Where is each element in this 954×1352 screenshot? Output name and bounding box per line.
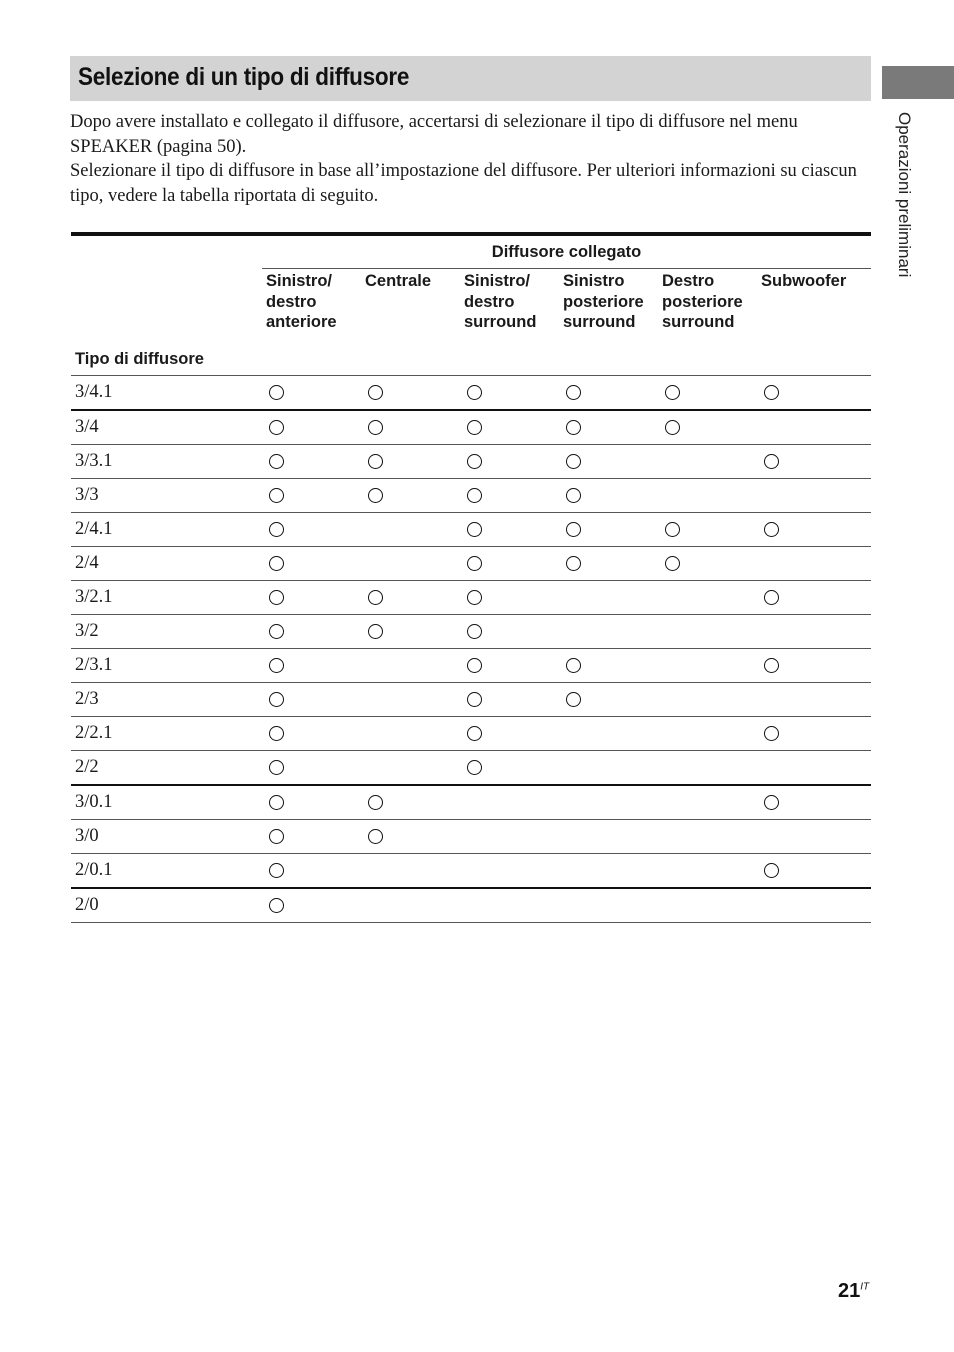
speaker-type-cell: 3/0 bbox=[71, 820, 262, 854]
mark-cell bbox=[460, 717, 559, 751]
mark-cell bbox=[361, 445, 460, 479]
mark-cell bbox=[262, 717, 361, 751]
circle-mark-icon bbox=[566, 692, 581, 707]
mark-cell bbox=[460, 888, 559, 923]
circle-mark-icon bbox=[467, 658, 482, 673]
group-header-diffusore: Diffusore collegato bbox=[262, 234, 871, 269]
circle-mark-icon bbox=[269, 863, 284, 878]
mark-cell bbox=[757, 785, 871, 820]
mark-cell bbox=[559, 581, 658, 615]
circle-mark-icon bbox=[467, 454, 482, 469]
circle-mark-icon bbox=[368, 590, 383, 605]
page-number bbox=[838, 1280, 869, 1303]
speaker-type-cell: 3/2 bbox=[71, 615, 262, 649]
speaker-type-cell: 3/0.1 bbox=[71, 785, 262, 820]
circle-mark-icon bbox=[467, 726, 482, 741]
mark-cell bbox=[757, 547, 871, 581]
circle-mark-icon bbox=[269, 488, 284, 503]
mark-cell bbox=[757, 479, 871, 513]
speaker-type-cell: 3/3.1 bbox=[71, 445, 262, 479]
circle-mark-icon bbox=[764, 385, 779, 400]
table-row bbox=[71, 410, 871, 445]
mark-cell bbox=[658, 445, 757, 479]
mark-cell bbox=[658, 888, 757, 923]
circle-mark-icon bbox=[269, 795, 284, 810]
mark-cell bbox=[262, 785, 361, 820]
circle-mark-icon bbox=[467, 624, 482, 639]
mark-cell bbox=[262, 820, 361, 854]
mark-cell bbox=[361, 479, 460, 513]
mark-cell bbox=[460, 445, 559, 479]
mark-cell bbox=[658, 479, 757, 513]
intro-text bbox=[70, 110, 871, 208]
mark-cell bbox=[361, 820, 460, 854]
mark-cell bbox=[262, 854, 361, 889]
mark-cell bbox=[262, 547, 361, 581]
table-row bbox=[71, 888, 871, 923]
circle-mark-icon bbox=[368, 385, 383, 400]
section-heading-bar bbox=[70, 56, 871, 101]
mark-cell bbox=[460, 820, 559, 854]
mark-cell bbox=[559, 888, 658, 923]
speaker-type-cell: 3/4.1 bbox=[71, 376, 262, 411]
table-row bbox=[71, 376, 871, 411]
mark-cell bbox=[658, 410, 757, 445]
mark-cell bbox=[361, 615, 460, 649]
mark-cell bbox=[460, 513, 559, 547]
mark-cell bbox=[658, 854, 757, 889]
mark-cell bbox=[658, 615, 757, 649]
circle-mark-icon bbox=[269, 658, 284, 673]
mark-cell bbox=[757, 683, 871, 717]
speaker-type-table bbox=[71, 232, 871, 923]
mark-cell bbox=[460, 376, 559, 411]
mark-cell bbox=[262, 649, 361, 683]
circle-mark-icon bbox=[566, 420, 581, 435]
mark-cell bbox=[460, 854, 559, 889]
mark-cell bbox=[460, 683, 559, 717]
circle-mark-icon bbox=[566, 556, 581, 571]
circle-mark-icon bbox=[467, 556, 482, 571]
mark-cell bbox=[262, 479, 361, 513]
table-row bbox=[71, 820, 871, 854]
table-row bbox=[71, 649, 871, 683]
mark-cell bbox=[361, 547, 460, 581]
circle-mark-icon bbox=[269, 385, 284, 400]
mark-cell bbox=[757, 888, 871, 923]
table-row bbox=[71, 513, 871, 547]
mark-cell bbox=[757, 751, 871, 786]
circle-mark-icon bbox=[764, 522, 779, 537]
circle-mark-icon bbox=[467, 760, 482, 775]
mark-cell bbox=[361, 513, 460, 547]
circle-mark-icon bbox=[269, 420, 284, 435]
mark-cell bbox=[757, 513, 871, 547]
circle-mark-icon bbox=[269, 829, 284, 844]
mark-cell bbox=[559, 410, 658, 445]
circle-mark-icon bbox=[269, 590, 284, 605]
mark-cell bbox=[757, 820, 871, 854]
mark-cell bbox=[559, 717, 658, 751]
mark-cell bbox=[460, 410, 559, 445]
circle-mark-icon bbox=[269, 624, 284, 639]
mark-cell bbox=[757, 615, 871, 649]
mark-cell bbox=[460, 547, 559, 581]
mark-cell bbox=[559, 751, 658, 786]
mark-cell bbox=[559, 547, 658, 581]
mark-cell bbox=[757, 581, 871, 615]
mark-cell bbox=[559, 615, 658, 649]
mark-cell bbox=[559, 683, 658, 717]
speaker-type-cell: 3/4 bbox=[71, 410, 262, 445]
circle-mark-icon bbox=[368, 624, 383, 639]
circle-mark-icon bbox=[665, 522, 680, 537]
mark-cell bbox=[559, 445, 658, 479]
page-language-suffix: IT bbox=[860, 1281, 870, 1293]
mark-cell bbox=[262, 615, 361, 649]
circle-mark-icon bbox=[566, 385, 581, 400]
mark-cell bbox=[262, 513, 361, 547]
col-header-center: Centrale bbox=[365, 272, 432, 290]
col-header-surround: Sinistro/ destro surround bbox=[464, 272, 537, 331]
mark-cell bbox=[361, 683, 460, 717]
circle-mark-icon bbox=[764, 590, 779, 605]
intro-paragraph-2: Selezionare il tipo di diffusore in base all’impostazione del diffusore. Per ulteriori informazioni su ciascun tipo, vedere la tabella riportata di seguito. bbox=[70, 161, 857, 206]
mark-cell bbox=[757, 854, 871, 889]
table-row bbox=[71, 854, 871, 889]
circle-mark-icon bbox=[269, 454, 284, 469]
intro-paragraph-1: Dopo avere installato e collegato il diffusore, accertarsi di selezionare il tipo di diffusore nel menu SPEAKER (pagina 50). bbox=[70, 112, 798, 157]
mark-cell bbox=[757, 649, 871, 683]
mark-cell bbox=[361, 410, 460, 445]
chapter-side-label: Operazioni preliminari bbox=[895, 112, 914, 278]
table-row bbox=[71, 547, 871, 581]
mark-cell bbox=[658, 751, 757, 786]
mark-cell bbox=[460, 479, 559, 513]
mark-cell bbox=[262, 376, 361, 411]
mark-cell bbox=[757, 717, 871, 751]
table-row bbox=[71, 717, 871, 751]
mark-cell bbox=[757, 445, 871, 479]
mark-cell bbox=[460, 615, 559, 649]
mark-cell bbox=[658, 649, 757, 683]
mark-cell bbox=[757, 410, 871, 445]
table-row bbox=[71, 445, 871, 479]
circle-mark-icon bbox=[269, 556, 284, 571]
mark-cell bbox=[559, 479, 658, 513]
mark-cell bbox=[559, 785, 658, 820]
speaker-type-cell: 2/4.1 bbox=[71, 513, 262, 547]
circle-mark-icon bbox=[764, 795, 779, 810]
mark-cell bbox=[658, 581, 757, 615]
mark-cell bbox=[361, 785, 460, 820]
mark-cell bbox=[361, 854, 460, 889]
circle-mark-icon bbox=[368, 795, 383, 810]
circle-mark-icon bbox=[764, 726, 779, 741]
mark-cell bbox=[658, 820, 757, 854]
speaker-type-cell: 2/0.1 bbox=[71, 854, 262, 889]
circle-mark-icon bbox=[665, 385, 680, 400]
col-header-subwoofer: Subwoofer bbox=[761, 272, 847, 290]
circle-mark-icon bbox=[764, 863, 779, 878]
mark-cell bbox=[460, 649, 559, 683]
mark-cell bbox=[658, 513, 757, 547]
circle-mark-icon bbox=[269, 522, 284, 537]
circle-mark-icon bbox=[467, 590, 482, 605]
row-header-tipo: Tipo di diffusore bbox=[71, 234, 262, 376]
circle-mark-icon bbox=[368, 488, 383, 503]
table-row bbox=[71, 581, 871, 615]
mark-cell bbox=[559, 854, 658, 889]
col-header-front: Sinistro/ destro anteriore bbox=[266, 272, 337, 331]
mark-cell bbox=[460, 785, 559, 820]
mark-cell bbox=[559, 649, 658, 683]
chapter-tab-marker bbox=[882, 66, 954, 99]
mark-cell bbox=[361, 888, 460, 923]
circle-mark-icon bbox=[269, 692, 284, 707]
mark-cell bbox=[262, 683, 361, 717]
mark-cell bbox=[658, 683, 757, 717]
mark-cell bbox=[658, 785, 757, 820]
circle-mark-icon bbox=[467, 385, 482, 400]
table-row bbox=[71, 751, 871, 786]
speaker-type-cell: 3/2.1 bbox=[71, 581, 262, 615]
circle-mark-icon bbox=[764, 658, 779, 673]
circle-mark-icon bbox=[665, 556, 680, 571]
section-title: Selezione di un tipo di diffusore bbox=[78, 63, 410, 91]
mark-cell bbox=[757, 376, 871, 411]
circle-mark-icon bbox=[566, 522, 581, 537]
mark-cell bbox=[658, 376, 757, 411]
mark-cell bbox=[361, 581, 460, 615]
speaker-type-cell: 2/3 bbox=[71, 683, 262, 717]
speaker-type-cell: 2/3.1 bbox=[71, 649, 262, 683]
mark-cell bbox=[262, 445, 361, 479]
mark-cell bbox=[361, 376, 460, 411]
col-header-surround-back-left: Sinistro posteriore surround bbox=[563, 272, 644, 331]
mark-cell bbox=[262, 751, 361, 786]
mark-cell bbox=[361, 717, 460, 751]
circle-mark-icon bbox=[467, 488, 482, 503]
speaker-type-cell: 3/3 bbox=[71, 479, 262, 513]
table-row bbox=[71, 785, 871, 820]
speaker-type-cell: 2/2.1 bbox=[71, 717, 262, 751]
speaker-type-cell: 2/2 bbox=[71, 751, 262, 786]
header-spacer bbox=[262, 341, 871, 376]
mark-cell bbox=[262, 410, 361, 445]
circle-mark-icon bbox=[566, 658, 581, 673]
circle-mark-icon bbox=[269, 898, 284, 913]
mark-cell bbox=[559, 820, 658, 854]
circle-mark-icon bbox=[368, 420, 383, 435]
circle-mark-icon bbox=[269, 726, 284, 741]
table-row bbox=[71, 479, 871, 513]
circle-mark-icon bbox=[467, 522, 482, 537]
mark-cell bbox=[262, 888, 361, 923]
table-row bbox=[71, 615, 871, 649]
circle-mark-icon bbox=[269, 760, 284, 775]
mark-cell bbox=[658, 547, 757, 581]
circle-mark-icon bbox=[764, 454, 779, 469]
table-body bbox=[71, 376, 871, 923]
col-header-surround-back-right: Destro posteriore surround bbox=[662, 272, 743, 331]
mark-cell bbox=[559, 376, 658, 411]
circle-mark-icon bbox=[566, 454, 581, 469]
mark-cell bbox=[559, 513, 658, 547]
speaker-type-cell: 2/4 bbox=[71, 547, 262, 581]
mark-cell bbox=[262, 581, 361, 615]
circle-mark-icon bbox=[467, 692, 482, 707]
mark-cell bbox=[460, 751, 559, 786]
circle-mark-icon bbox=[665, 420, 680, 435]
table-row bbox=[71, 683, 871, 717]
mark-cell bbox=[361, 649, 460, 683]
circle-mark-icon bbox=[368, 829, 383, 844]
circle-mark-icon bbox=[566, 488, 581, 503]
circle-mark-icon bbox=[467, 420, 482, 435]
speaker-type-cell: 2/0 bbox=[71, 888, 262, 923]
circle-mark-icon bbox=[368, 454, 383, 469]
mark-cell bbox=[658, 717, 757, 751]
mark-cell bbox=[460, 581, 559, 615]
mark-cell bbox=[361, 751, 460, 786]
page-number-value: 21 bbox=[838, 1280, 861, 1302]
